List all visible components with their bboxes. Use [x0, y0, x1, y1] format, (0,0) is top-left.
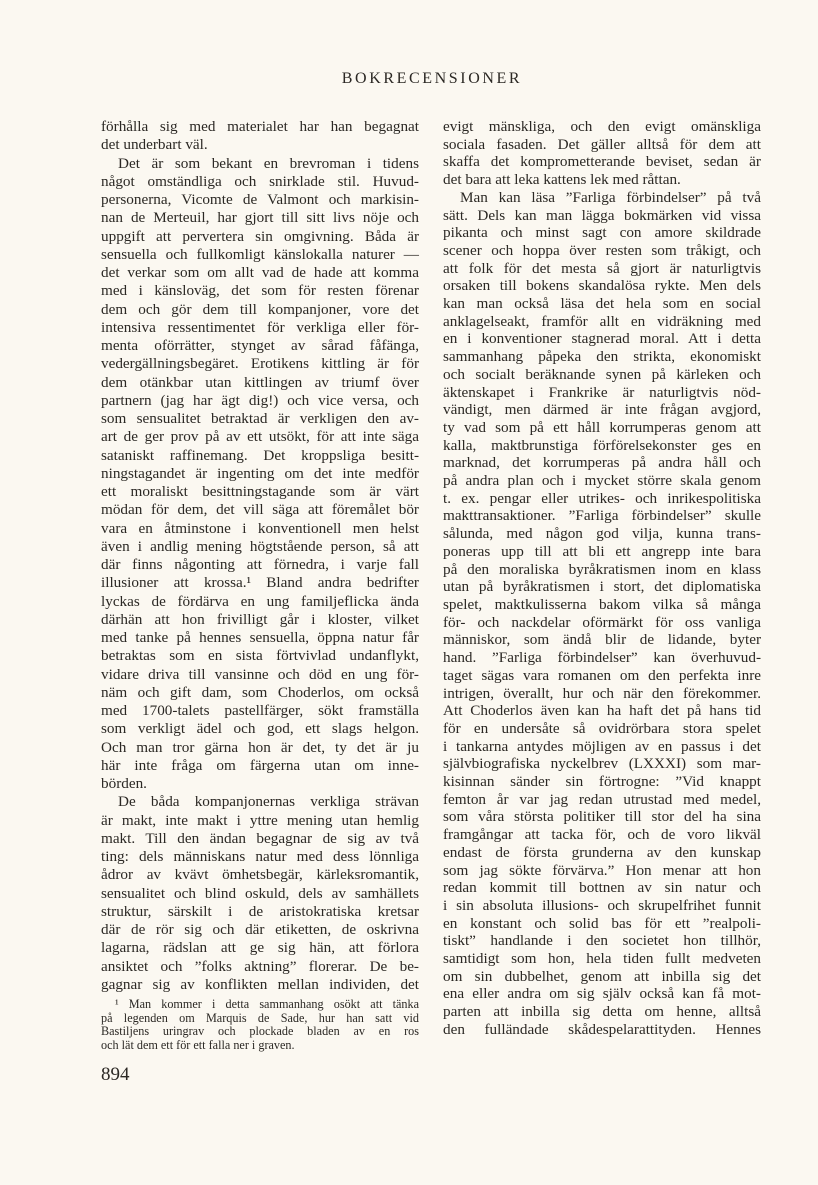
text-line: kan man också läsa det hela som en social [443, 295, 761, 313]
text-line: partnern (jag har ägt dig!) och vice versa, och [101, 391, 419, 409]
paragraph [443, 189, 761, 1039]
text-line: mödan för dem, det vill säga att föremålet bör [101, 501, 419, 519]
text-line: ådror av kvävt ömhetsbegär, kärleksromantik, [101, 866, 419, 884]
text-line: tiskt” handlande i den societet hon tillhör, [443, 932, 761, 950]
text-line: vara en åtminstone i konventionell men helst [101, 519, 419, 537]
text-line: sensualitet och blind oskuld, dels av samhällets [101, 884, 419, 902]
text-line: ¹ Man kommer i detta sammanhang osökt att tänka [115, 997, 419, 1011]
text-line: redan kommit till bottnen av sin natur och [443, 879, 761, 897]
text-line: att folk för det mesta så gjort är naturligtvis [443, 259, 761, 277]
text-line: poneras upp till att bli ett angrepp inte bara [443, 542, 761, 560]
text-line: på andra plan och i mycket större skala genom [443, 472, 761, 490]
text-line: scener och hoppa över resten som tråkigt, och [443, 241, 761, 259]
text-line: börden. [101, 775, 147, 792]
text-line: i tankarna antydes möjligen av en passus i det [443, 737, 761, 755]
running-header: BOKRECENSIONER [341, 70, 523, 87]
text-line: kisinnan sänder sin förtrogne: ”Vid knappt [443, 773, 761, 791]
text-line: den fulländade skådespelarattityden. Hennes [443, 1020, 761, 1038]
paragraph [101, 793, 419, 994]
text-line: det bara att leka kattens lek med råttan. [443, 171, 681, 189]
text-line: lyckas de fördärva en ung familjeflicka ända [101, 592, 419, 610]
text-line: där de rör sig och där etiketten, de oskrivna [101, 921, 419, 938]
paragraph [101, 118, 419, 155]
text-line: Man kan läsa ”Farliga förbindelser” på två [460, 188, 761, 206]
right-column [443, 118, 761, 1039]
text-line: som verkligt ädel och god, ett slags helgon. [101, 720, 419, 738]
text-line: De båda kompanjonernas verkliga strävan [118, 793, 419, 811]
text-line: i sin absoluta illusions- och skrupelfrihet funnit [443, 896, 761, 914]
text-line: och lät dem ett för ett falla ner i graven. [101, 1038, 295, 1053]
text-line: en i konventioner stagnerad moral. Att i detta [443, 330, 761, 348]
text-line: är makt, inte makt i yttre mening utan hemlig [101, 811, 419, 829]
footnote [101, 998, 419, 1053]
text-line: förhålla sig med materialet har han begagnat [101, 118, 419, 135]
text-line: nan de Merteuil, har gjort till sitt livs nöje och [101, 209, 419, 227]
text-line: på den moraliska byråkratismen inom en klass [443, 560, 761, 578]
text-line: med i känsloväg, det som för resten förenar [101, 282, 419, 300]
text-line: pikanta och minst sagt con amore skildrade [443, 224, 761, 242]
text-line: utan på byråkratismen i stort, det diplomatiska [443, 578, 761, 596]
text-line: självbiografiska nyckelbrev (LXXXI) som mar- [443, 755, 761, 773]
text-line: ena eller andra om sig själv också kan få mot- [443, 985, 761, 1003]
text-line: som våra största politiker till stor del ha sina [443, 808, 761, 826]
text-line: näm och gift dam, som Choderlos, om också [101, 683, 419, 701]
text-line: kalla, maktbrunstiga förförelsekonster ges en [443, 436, 761, 454]
text-line: som jag sökte förvärva.” Hon menar att hon [443, 861, 761, 879]
text-line: Det är som bekant en brevroman i tidens [118, 154, 419, 172]
text-line: ningstagandet är ingenting om det inte medför [101, 464, 419, 482]
text-line: illusioner att krossa.¹ Bland andra bedrifter [101, 574, 419, 592]
text-line: här inte fråga om färgerna utan om inne- [101, 756, 419, 774]
text-line: menta oförrätter, stynget av sårad fåfänga, [101, 337, 419, 354]
text-line: sålunda, med någon god vilja, kunna trans- [443, 525, 761, 543]
text-line: spelet, maktkulisserna bakom vilka så många [443, 595, 761, 613]
paragraph [443, 118, 761, 189]
text-line: där finns någonting att förnedra, i varje fall [101, 556, 419, 573]
text-line: orsaken till bokens skandalösa rykte. Men dels [443, 277, 761, 295]
left-column [101, 118, 419, 994]
text-line: dem otänkbar utan kittlingen av triumf över [101, 373, 419, 391]
text-line: vedergällningsbegäret. Erotikens kittling är för [101, 355, 419, 373]
text-line: intensiva ressentimentet för verkliga eller för- [101, 318, 419, 336]
text-line: makttransaktioner. ”Farliga förbindelser” skulle [443, 507, 761, 525]
text-line: ett moraliskt besittningstagande som är värt [101, 483, 419, 500]
text-line: samtidigt som hon, hela tiden fullt medveten [443, 950, 761, 968]
text-line: Och man tror gärna hon är det, ty det är ju [101, 738, 419, 756]
text-line: femton år var jag redan utrustad med medel, [443, 790, 761, 808]
text-line: människor, som ändå blir de lidande, byter [443, 631, 761, 649]
text-line: för en undersåte så ovidrörbara stora spelet [443, 719, 761, 737]
text-line: t. ex. pengar eller utrikes- och inrikespolitiska [443, 489, 761, 507]
text-line: och socialt beräknande synen på kärleken och [443, 365, 761, 383]
text-line: taget sägas vara romanen om den perfekta inre [443, 666, 761, 684]
page-number: 894 [101, 1064, 130, 1085]
text-line: anklagelseakt, framför allt en vidräkning med [443, 312, 761, 330]
text-line: om sin dubbelhet, genom att inbilla sig det [443, 967, 761, 985]
text-line: gagnar sig av konflikten mellan individen, det [101, 975, 419, 993]
text-line: art de ger prov på av ett utsökt, för att inte säga [101, 428, 419, 446]
text-line: ting: dels människans natur med dess lönnliga [101, 848, 419, 865]
text-line: sociala fasaden. Det gäller alltså för dem att [443, 135, 761, 153]
text-line: det verkar som om allt vad de hade att komma [101, 264, 419, 281]
text-line: ansiktet och ”folks aktning” florerar. De be- [101, 957, 419, 975]
text-line: sammanhang påpeka den strikta, ekonomiskt [443, 348, 761, 366]
text-line: dem och gör dem till kompanjoner, vore det [101, 300, 419, 318]
text-line: endast de första grunderna av den kunskap [443, 843, 761, 861]
text-line: personerna, Vicomte de Valmont och markisin- [101, 191, 419, 208]
text-line: uppgift att pervertera sin omgivning. Båda är [101, 227, 419, 245]
text-line: sensuella och fullkomligt känslokalla naturer — [101, 245, 419, 263]
text-line: för- och nackdelar oförmärkt för oss vanliga [443, 613, 761, 631]
text-line: därhän att hon frivilligt går i kloster, vilket [101, 610, 419, 628]
text-line: äktenskapet i Frankrike är naturligtvis nöd- [443, 383, 761, 401]
text-line: ty vad som på ett håll korrumperas genom att [443, 418, 761, 436]
text-line: parten att inbilla sig detta om henne, alltså [443, 1003, 761, 1021]
text-line: Bastiljens uringrav och plockade bladen av en ros [101, 1024, 419, 1039]
text-line: makt. Till den ändan begagnar de sig av två [101, 829, 419, 847]
text-line: även i andlig mening högtstående person, så att [101, 537, 419, 555]
text-line: skaffa det komprometterande beviset, sedan är [443, 153, 761, 171]
text-line: sätt. Dels kan man lägga bokmärken vid vissa [443, 206, 761, 224]
text-line: vidare driva till vansinne och död en ung för- [101, 665, 419, 683]
text-line: framgångar att tacka för, och de voro likväl [443, 826, 761, 844]
text-line: hand. ”Farliga förbindelser” kan överhuvud- [443, 649, 761, 667]
text-line: det underbart väl. [101, 136, 208, 154]
paragraph [101, 998, 419, 1053]
text-line: på legenden om Marquis de Sade, hur han satt vid [101, 1010, 419, 1025]
text-line: intrigen, överallt, hur och när den förekommer. [443, 684, 761, 702]
text-line: betraktas som en sista förtvivlad undanflykt, [101, 647, 419, 665]
text-line: en konstant och solid bas för ett ”realpoli- [443, 914, 761, 932]
text-line: sataniskt raffinemang. Det kroppsliga besitt- [101, 446, 419, 464]
text-line: Att Choderlos även kan ha haft det på hans tid [443, 702, 761, 720]
text-line: struktur, särskilt i de aristokratiska kretsar [101, 902, 419, 920]
text-line: marknad, det korrumperas på andra håll och [443, 454, 761, 472]
text-line: med 1700-talets pastellfärger, sökt framställa [101, 702, 419, 719]
text-line: vändigt, men därmed är inte frågan avgjord, [443, 401, 761, 419]
text-line: som sensualitet betraktad är verkligen den av- [101, 410, 419, 427]
text-line: med tanke på hennes sensuella, öppna natur får [101, 629, 419, 646]
text-line: något omständliga och snirklade stil. Huvud- [101, 172, 419, 190]
paragraph [101, 155, 419, 794]
text-line: lagarna, rädslan att ge sig hän, att förlora [101, 939, 419, 957]
text-line: evigt mänskliga, och den evigt omänskliga [443, 118, 761, 135]
